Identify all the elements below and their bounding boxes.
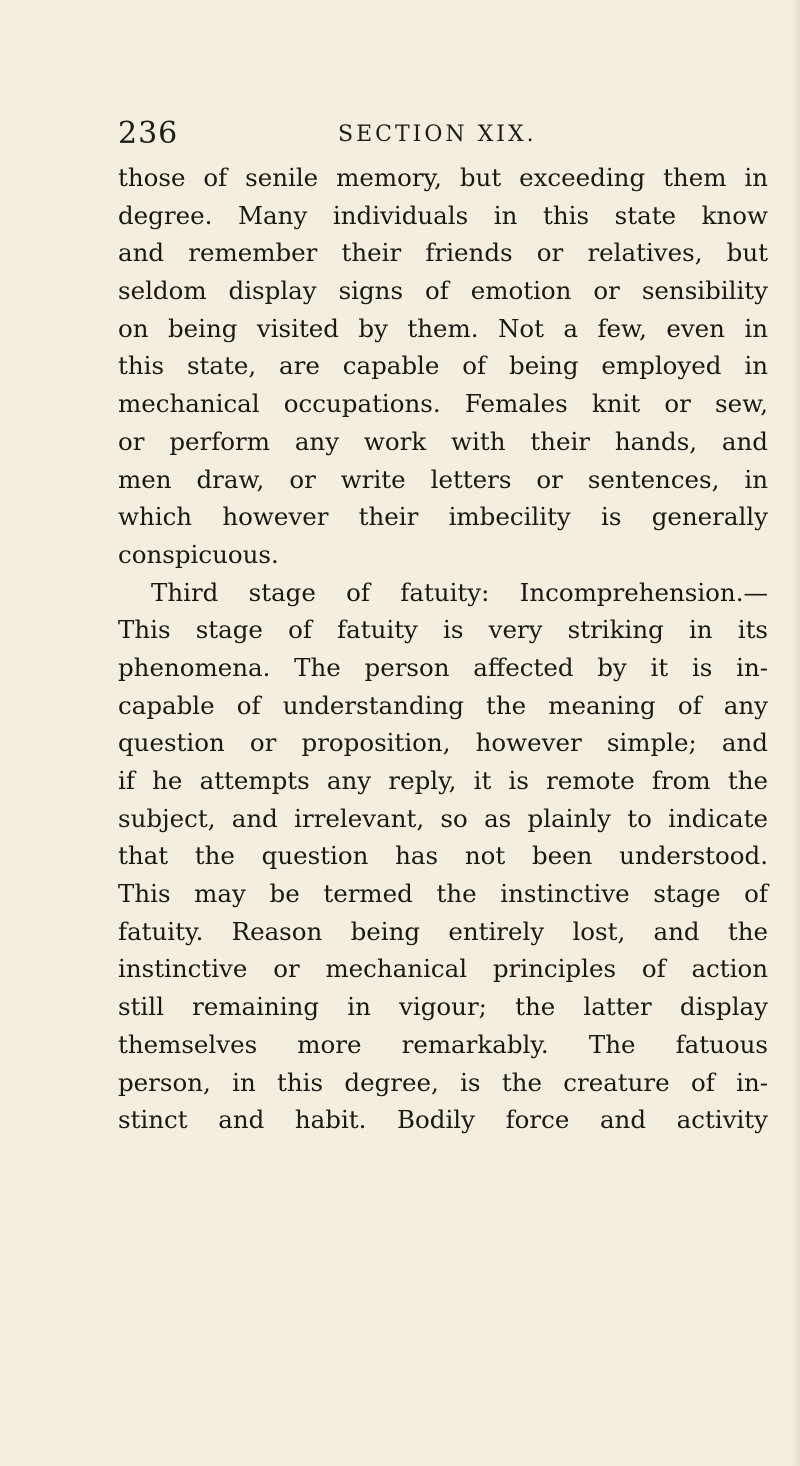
running-head: SECTION XIX. xyxy=(338,122,537,147)
text-line: this state, are capable of being employed in xyxy=(118,351,768,381)
text-line: instinctive or mechanical principles of action xyxy=(118,954,768,984)
text-line: This may be termed the instinctive stage of xyxy=(118,879,768,909)
text-line: seldom display signs of emotion or sensibility xyxy=(118,276,768,306)
text-line: stinct and habit. Bodily force and activity xyxy=(118,1105,768,1135)
text-line: and remember their friends or relatives, but xyxy=(118,238,768,268)
text-line: fatuity. Reason being entirely lost, and the xyxy=(118,916,768,946)
text-line: or perform any work with their hands, and xyxy=(118,426,768,456)
text-line: phenomena. The person affected by it is in- xyxy=(118,652,768,682)
text-line: themselves more remarkably. The fatuous xyxy=(118,1029,768,1059)
body-text xyxy=(118,159,768,1139)
text-line: person, in this degree, is the creature of in- xyxy=(118,1067,768,1097)
text-line: which however their imbecility is generally xyxy=(118,502,768,532)
page-edge-shadow xyxy=(790,0,800,1466)
text-line: capable of understanding the meaning of any xyxy=(118,690,768,720)
text-line: those of senile memory, but exceeding them in xyxy=(118,163,768,192)
text-line: This stage of fatuity is very striking in its xyxy=(118,615,768,645)
text-line: mechanical occupations. Females knit or sew, xyxy=(118,389,768,419)
text-line: still remaining in vigour; the latter display xyxy=(118,992,768,1022)
page-header xyxy=(118,114,758,154)
page-number: 236 xyxy=(118,116,179,151)
text-line: men draw, or write letters or sentences, in xyxy=(118,464,768,494)
text-line: if he attempts any reply, it is remote from the xyxy=(118,766,768,795)
text-line: on being visited by them. Not a few, even in xyxy=(118,313,768,343)
text-line: subject, and irrelevant, so as plainly to indicate xyxy=(118,803,768,833)
paragraph-end-line: conspicuous. xyxy=(118,539,279,569)
text-line: that the question has not been understood. xyxy=(118,841,768,871)
subsection-heading-line: Third stage of fatuity: Incomprehension.— xyxy=(151,577,768,607)
text-line: question or proposition, however simple; and xyxy=(118,728,768,758)
text-line: degree. Many individuals in this state know xyxy=(118,200,768,230)
